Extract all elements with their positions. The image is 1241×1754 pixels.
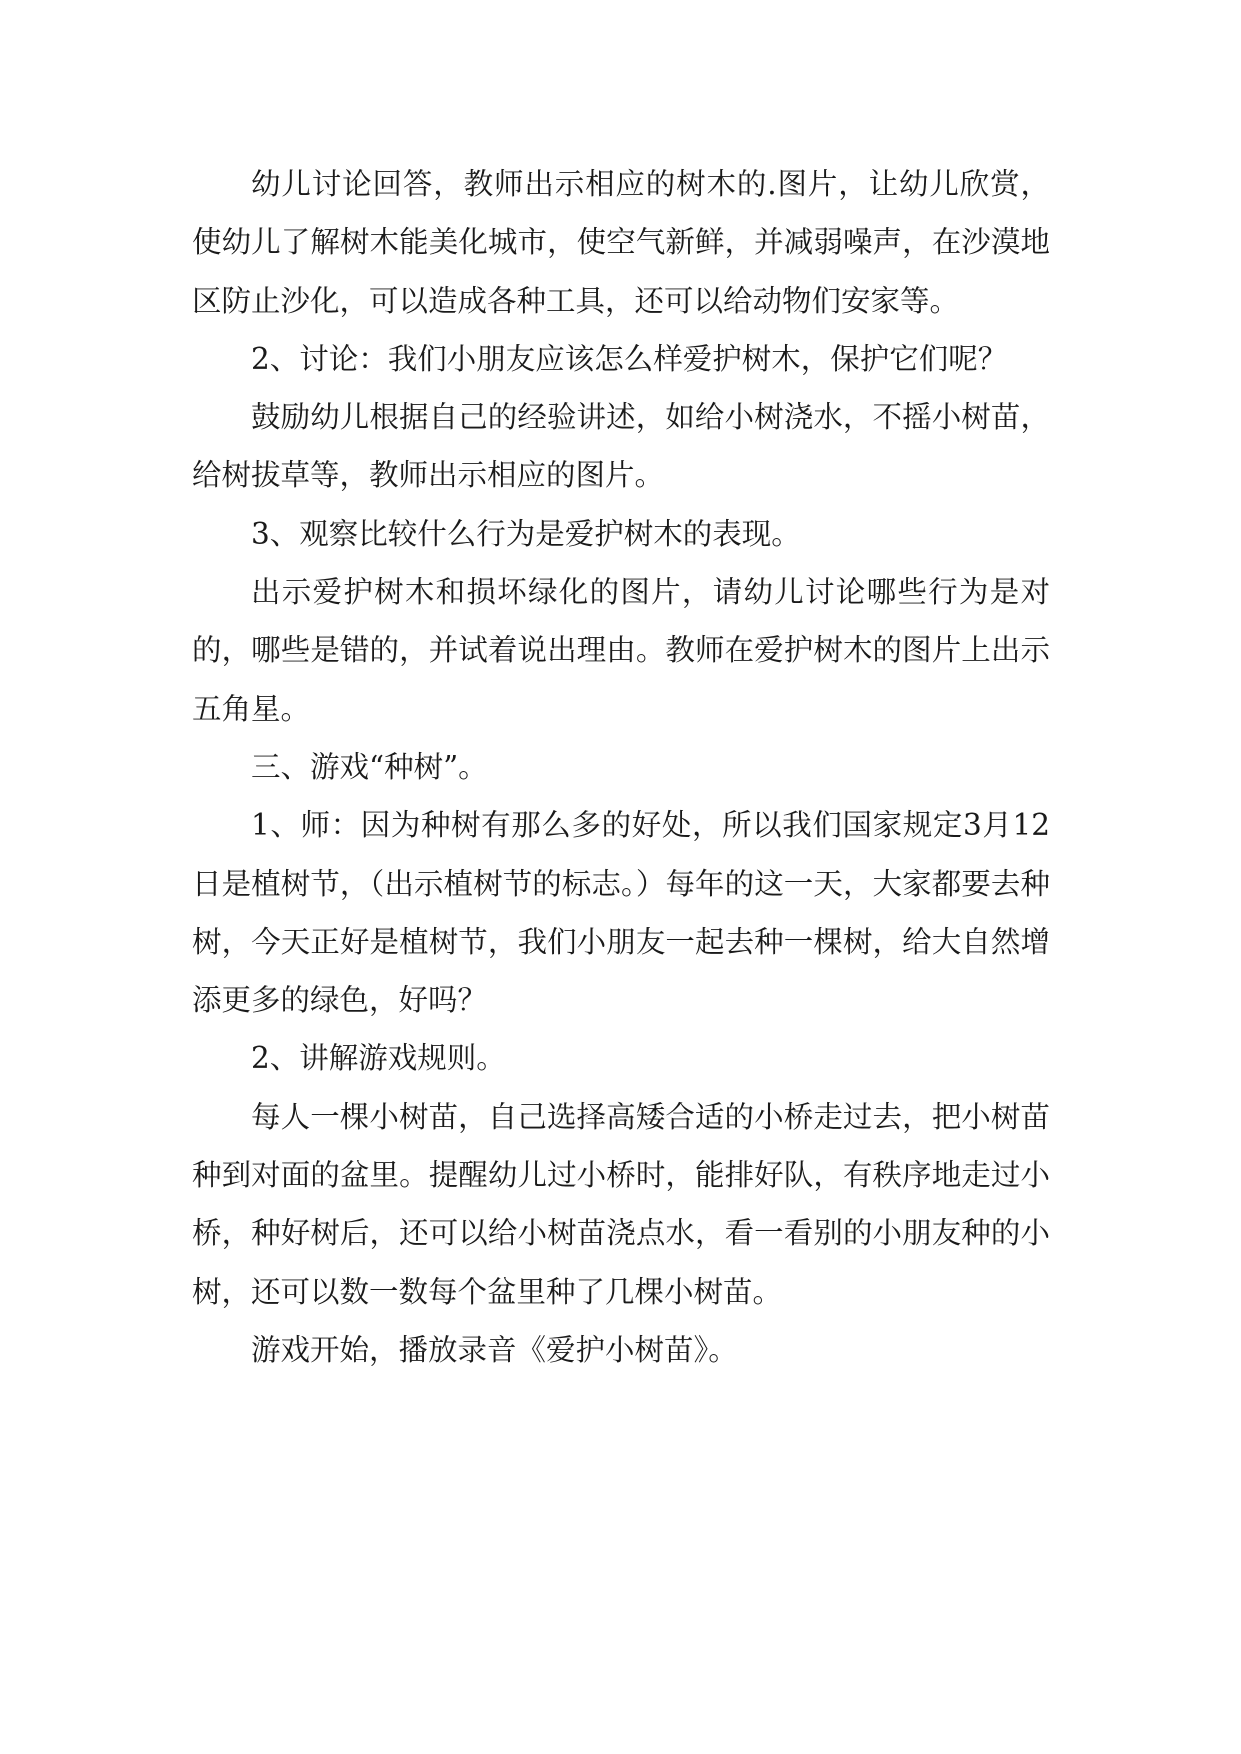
paragraph-arbor-day: 1、师：因为种树有那么多的好处，所以我们国家规定3月12日是植树节，（出示植树节的标志。）每年的这一天，大家都要去种树，今天正好是植树节，我们小朋友一起去种一棵树，给大自然增添更多的绿色，好吗？	[192, 808, 1050, 1018]
paragraph-observe-compare: 3、观察比较什么行为是爱护树木的表现。	[251, 516, 801, 551]
paragraph-game-start: 游戏开始，播放录音《爱护小树苗》。	[251, 1332, 738, 1367]
paragraph-game-rules: 每人一棵小树苗，自己选择高矮合适的小桥走过去，把小树苗种到对面的盆里。提醒幼儿过小桥时，能排好队，有秩序地走过小桥，种好树后，还可以给小树苗浇点水，看一看别的小朋友种的小树，还可以数一数每个盆里种了几棵小树苗。	[192, 1099, 1050, 1309]
paragraph-section-game-heading: 三、游戏“种树”。	[251, 749, 488, 784]
paragraph-show-pictures: 出示爱护树木和损坏绿化的图片，请幼儿讨论哪些行为是对的，哪些是错的，并试着说出理由。教师在爱护树木的图片上出示五角星。	[192, 575, 1050, 726]
document-body	[192, 155, 1050, 1379]
paragraph-discussion-question: 2、讨论：我们小朋友应该怎么样爱护树木，保护它们呢？	[251, 341, 1008, 376]
paragraph-explain-rules: 2、讲解游戏规则。	[251, 1041, 506, 1076]
paragraph-discussion-answer: 幼儿讨论回答，教师出示相应的树木的.图片，让幼儿欣赏，使幼儿了解树木能美化城市，使空气新鲜，并减弱噪声，在沙漠地区防止沙化，可以造成各种工具，还可以给动物们安家等。	[192, 167, 1050, 318]
paragraph-encourage-children: 鼓励幼儿根据自己的经验讲述，如给小树浇水，不摇小树苗，给树拔草等，教师出示相应的图片。	[192, 400, 1050, 493]
